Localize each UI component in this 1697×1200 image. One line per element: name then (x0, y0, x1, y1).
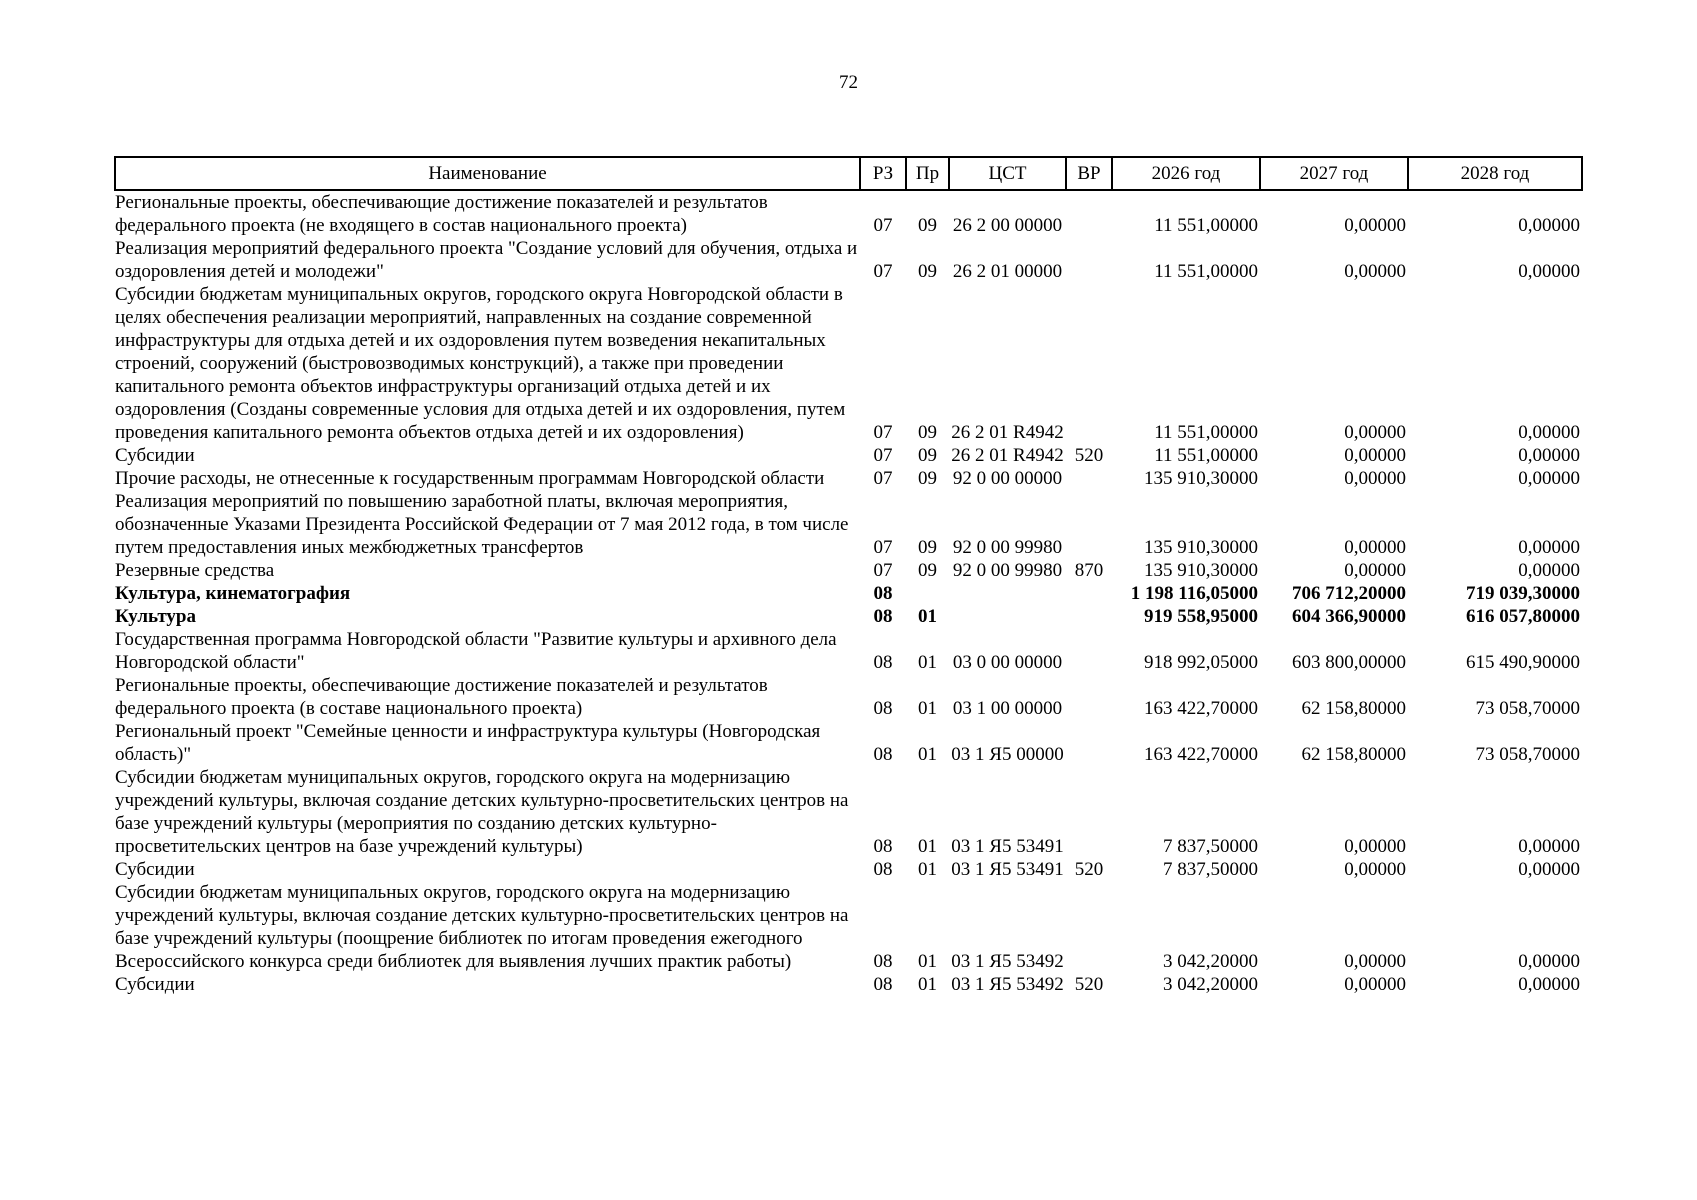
row-name: Прочие расходы, не отнесенные к государственным программам Новгородской области (115, 468, 825, 489)
row-amount-2027: 0,00000 (1344, 422, 1406, 443)
row-cst: 26 2 01 00000 (952, 261, 1063, 282)
table-row (115, 283, 1582, 444)
table-row (115, 766, 1582, 858)
row-pr: 09 (918, 468, 937, 489)
row-amount-2028: 0,00000 (1518, 951, 1580, 972)
table-row (115, 559, 1582, 582)
row-name: Культура, кинематография (115, 583, 351, 604)
row-cst: 03 1 Я5 53491 (951, 836, 1064, 857)
table-row (115, 858, 1582, 881)
table-row (115, 628, 1582, 674)
table-row (115, 881, 1582, 973)
row-amount-2026: 163 422,70000 (1144, 744, 1258, 765)
header-pr: Пр (906, 157, 949, 190)
header-vr: ВР (1066, 157, 1112, 190)
row-vr (1066, 582, 1112, 605)
row-name: Государственная программа Новгородской области "Развитие культуры и архивного дела Новгородской области" (115, 629, 837, 673)
row-amount-2027: 604 366,90000 (1292, 606, 1406, 627)
row-vr (1066, 467, 1112, 490)
row-amount-2028: 73 058,70000 (1475, 698, 1580, 719)
row-amount-2027: 0,00000 (1344, 215, 1406, 236)
row-amount-2026: 7 837,50000 (1163, 859, 1258, 880)
row-cst (949, 605, 1066, 628)
row-rz: 08 (873, 583, 893, 604)
row-amount-2028: 0,00000 (1518, 537, 1580, 558)
row-cst: 26 2 01 R4942 (951, 422, 1064, 443)
row-vr (1066, 628, 1112, 674)
row-amount-2027: 0,00000 (1344, 537, 1406, 558)
row-amount-2028: 0,00000 (1518, 859, 1580, 880)
row-cst: 26 2 01 R4942 (951, 445, 1064, 466)
row-amount-2028: 0,00000 (1518, 974, 1580, 995)
row-rz: 07 (873, 215, 893, 236)
row-rz: 07 (873, 537, 893, 558)
budget-table (114, 156, 1583, 996)
row-amount-2026: 918 992,05000 (1144, 652, 1258, 673)
row-amount-2028: 616 057,80000 (1466, 606, 1580, 627)
row-pr: 09 (918, 215, 937, 236)
row-amount-2026: 3 042,20000 (1163, 951, 1258, 972)
table-row (115, 490, 1582, 559)
row-cst (949, 582, 1066, 605)
table-row (115, 582, 1582, 605)
row-cst: 03 0 00 00000 (952, 652, 1063, 673)
row-pr: 01 (918, 606, 937, 627)
header-2028: 2028 год (1408, 157, 1582, 190)
table-row (115, 237, 1582, 283)
row-pr: 01 (918, 652, 937, 673)
row-cst: 26 2 00 00000 (952, 215, 1063, 236)
row-cst: 03 1 Я5 53492 (951, 974, 1064, 995)
row-amount-2026: 163 422,70000 (1144, 698, 1258, 719)
row-pr: 09 (918, 445, 937, 466)
row-name: Реализация мероприятий федерального проекта "Создание условий для обучения, отдыха и оздоровления детей и молодежи" (115, 238, 858, 282)
header-2027: 2027 год (1260, 157, 1408, 190)
row-amount-2027: 0,00000 (1344, 445, 1406, 466)
row-amount-2027: 62 158,80000 (1301, 698, 1406, 719)
row-amount-2027: 0,00000 (1344, 859, 1406, 880)
row-cst: 92 0 00 99980 (952, 537, 1063, 558)
row-name: Резервные средства (115, 560, 275, 581)
table-row (115, 190, 1582, 237)
row-pr: 09 (918, 537, 937, 558)
row-vr (1066, 605, 1112, 628)
table-row (115, 444, 1582, 467)
row-name: Субсидии бюджетам муниципальных округов, городского округа на модернизацию учреждений культуры, включая создание детских культурно-просветительских центров на базе учреждений культуры (мероприятия по созданию детских культурно-просветительских центров на базе учреждений культуры) (115, 767, 849, 857)
row-rz: 08 (873, 606, 893, 627)
row-vr (1066, 283, 1112, 444)
row-name: Региональные проекты, обеспечивающие достижение показателей и результатов федерального проекта (в составе национального проекта) (115, 675, 768, 719)
row-rz: 07 (873, 560, 893, 581)
row-pr: 01 (918, 744, 937, 765)
row-amount-2026: 919 558,95000 (1144, 606, 1258, 627)
row-cst: 03 1 Я5 53492 (951, 951, 1064, 972)
row-amount-2027: 62 158,80000 (1301, 744, 1406, 765)
row-cst: 03 1 Я5 00000 (951, 744, 1064, 765)
header-name: Наименование (115, 157, 860, 190)
row-amount-2026: 3 042,20000 (1163, 974, 1258, 995)
row-name: Реализация мероприятий по повышению заработной платы, включая мероприятия, обозначенные Указами Президента Российской Федерации от 7 мая 2012 года, в том числе путем предоставления иных межбюджетных трансфертов (115, 491, 849, 558)
row-amount-2026: 11 551,00000 (1154, 445, 1258, 466)
row-pr: 01 (918, 836, 937, 857)
row-pr: 01 (918, 974, 937, 995)
row-vr (1066, 674, 1112, 720)
row-rz: 08 (873, 744, 893, 765)
row-amount-2026: 1 198 116,05000 (1130, 583, 1258, 604)
row-amount-2026: 135 910,30000 (1144, 537, 1258, 558)
row-amount-2028: 0,00000 (1518, 560, 1580, 581)
table-header (115, 157, 1582, 190)
row-vr (1066, 190, 1112, 237)
row-rz: 07 (873, 445, 893, 466)
row-name: Субсидии (115, 445, 195, 466)
row-amount-2028: 73 058,70000 (1475, 744, 1580, 765)
row-rz: 08 (873, 698, 893, 719)
row-amount-2026: 135 910,30000 (1144, 468, 1258, 489)
row-amount-2026: 7 837,50000 (1163, 836, 1258, 857)
page-number: 72 (839, 72, 858, 93)
row-name: Региональный проект "Семейные ценности и инфраструктура культуры (Новгородская область)" (115, 721, 821, 765)
row-amount-2027: 0,00000 (1344, 261, 1406, 282)
row-rz: 08 (873, 951, 893, 972)
row-amount-2027: 0,00000 (1344, 836, 1406, 857)
row-amount-2027: 0,00000 (1344, 951, 1406, 972)
row-name: Субсидии бюджетам муниципальных округов, городского округа на модернизацию учреждений культуры, включая создание детских культурно-просветительских центров на базе учреждений культуры (поощрение библиотек по итогам проведения ежегодного Всероссийского конкурса среди библиотек для выявления лучших практик работы) (115, 882, 849, 972)
row-amount-2028: 0,00000 (1518, 836, 1580, 857)
row-amount-2028: 0,00000 (1518, 215, 1580, 236)
row-rz: 08 (873, 652, 893, 673)
row-amount-2028: 719 039,30000 (1466, 583, 1580, 604)
row-name: Субсидии (115, 859, 195, 880)
row-amount-2028: 0,00000 (1518, 468, 1580, 489)
row-amount-2026: 11 551,00000 (1154, 261, 1258, 282)
row-vr: 520 (1074, 445, 1104, 466)
row-pr: 09 (918, 560, 937, 581)
row-vr (1066, 237, 1112, 283)
row-pr (906, 582, 949, 605)
table-body (115, 190, 1582, 996)
row-name: Культура (115, 606, 196, 627)
row-amount-2026: 11 551,00000 (1154, 422, 1258, 443)
row-vr: 870 (1074, 560, 1104, 581)
row-amount-2026: 135 910,30000 (1144, 560, 1258, 581)
table-row (115, 674, 1582, 720)
row-vr (1066, 766, 1112, 858)
row-pr: 09 (918, 422, 937, 443)
table-row (115, 973, 1582, 996)
row-pr: 01 (918, 951, 937, 972)
row-vr (1066, 881, 1112, 973)
header-rz: РЗ (860, 157, 906, 190)
row-rz: 08 (873, 974, 893, 995)
row-amount-2028: 0,00000 (1518, 261, 1580, 282)
row-vr: 520 (1074, 859, 1104, 880)
row-cst: 03 1 00 00000 (952, 698, 1063, 719)
row-amount-2027: 0,00000 (1344, 560, 1406, 581)
row-amount-2028: 0,00000 (1518, 422, 1580, 443)
row-amount-2028: 0,00000 (1518, 445, 1580, 466)
header-cst: ЦСТ (949, 157, 1066, 190)
table-row (115, 720, 1582, 766)
row-amount-2027: 0,00000 (1344, 974, 1406, 995)
row-rz: 08 (873, 836, 893, 857)
row-rz: 08 (873, 859, 893, 880)
row-cst: 92 0 00 00000 (952, 468, 1063, 489)
header-2026: 2026 год (1112, 157, 1260, 190)
table-row (115, 605, 1582, 628)
row-amount-2027: 706 712,20000 (1292, 583, 1406, 604)
row-amount-2026: 11 551,00000 (1154, 215, 1258, 236)
row-vr (1066, 720, 1112, 766)
table-row (115, 467, 1582, 490)
row-pr: 01 (918, 698, 937, 719)
row-pr: 01 (918, 859, 937, 880)
row-vr (1066, 490, 1112, 559)
row-amount-2028: 615 490,90000 (1466, 652, 1580, 673)
row-name: Субсидии (115, 974, 195, 995)
row-rz: 07 (873, 261, 893, 282)
row-amount-2027: 0,00000 (1344, 468, 1406, 489)
row-name: Субсидии бюджетам муниципальных округов, городского округа Новгородской области в целях обеспечения реализации мероприятий, направленных на создание современной инфраструктуры для отдыха детей и их оздоровления путем возведения некапитальных строений, сооружений (быстровозводимых конструкций), а также при проведении капитального ремонта объектов инфраструктуры организаций отдыха детей и их оздоровления (Созданы современные условия для отдыха детей и их оздоровления, путем проведения капитального ремонта объектов отдыха детей и их оздоровления) (115, 284, 846, 443)
row-cst: 03 1 Я5 53491 (951, 859, 1064, 880)
row-name: Региональные проекты, обеспечивающие достижение показателей и результатов федерального проекта (не входящего в состав национального проекта) (115, 192, 768, 236)
row-vr: 520 (1074, 974, 1104, 995)
row-amount-2027: 603 800,00000 (1292, 652, 1406, 673)
row-cst: 92 0 00 99980 (952, 560, 1063, 581)
row-rz: 07 (873, 422, 893, 443)
row-pr: 09 (918, 261, 937, 282)
row-rz: 07 (873, 468, 893, 489)
